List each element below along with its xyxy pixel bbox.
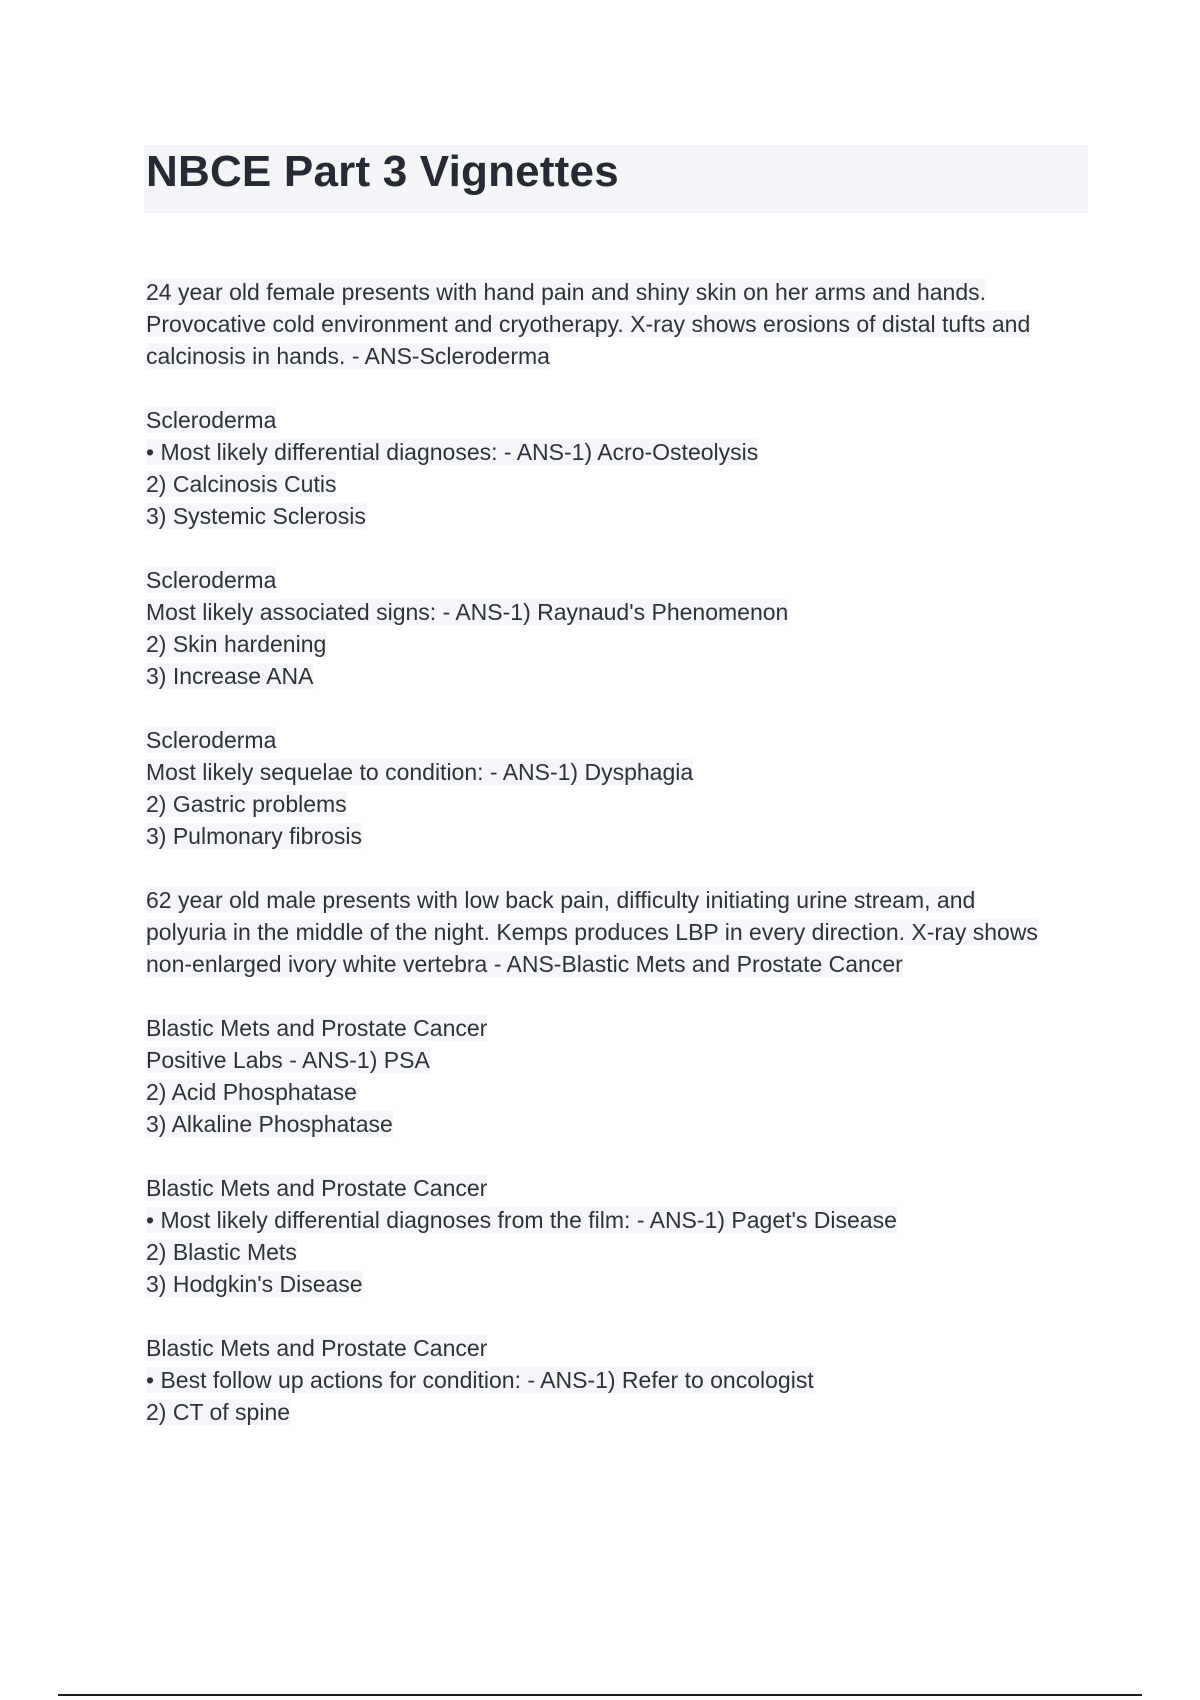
text-line: • Most likely differential diagnoses: - ANS-1) Acro-Osteolysis	[146, 439, 759, 465]
text-line: Blastic Mets and Prostate Cancer	[146, 1335, 488, 1361]
text-line: 3) Increase ANA	[146, 663, 314, 689]
text-line: non-enlarged ivory white vertebra - ANS-Blastic Mets and Prostate Cancer	[146, 951, 903, 977]
text-line: 2) CT of spine	[146, 1399, 291, 1425]
text-line: 3) Hodgkin's Disease	[146, 1271, 363, 1297]
text-line: • Best follow up actions for condition: - ANS-1) Refer to oncologist	[146, 1367, 814, 1393]
question-block	[146, 1172, 1096, 1300]
question-block	[146, 276, 1096, 372]
text-line: Most likely associated signs: - ANS-1) Raynaud's Phenomenon	[146, 599, 789, 625]
text-line: 2) Acid Phosphatase	[146, 1079, 357, 1105]
text-line: 2) Skin hardening	[146, 631, 327, 657]
question-block	[146, 564, 1096, 692]
text-line: 2) Calcinosis Cutis	[146, 471, 337, 497]
page-title: NBCE Part 3 Vignettes	[146, 147, 619, 196]
question-block	[146, 1012, 1096, 1140]
text-line: 24 year old female presents with hand pain and shiny skin on her arms and hands.	[146, 279, 987, 305]
question-block	[146, 1332, 1096, 1428]
text-line: Positive Labs - ANS-1) PSA	[146, 1047, 430, 1073]
text-line: 2) Blastic Mets	[146, 1239, 297, 1265]
question-block	[146, 404, 1096, 532]
text-line: 3) Pulmonary fibrosis	[146, 823, 363, 849]
text-line: calcinosis in hands. - ANS-Scleroderma	[146, 343, 550, 369]
text-line: Most likely sequelae to condition: - ANS-1) Dysphagia	[146, 759, 694, 785]
text-line: Scleroderma	[146, 727, 277, 753]
text-line: • Most likely differential diagnoses from the film: - ANS-1) Paget's Disease	[146, 1207, 897, 1233]
text-line: Blastic Mets and Prostate Cancer	[146, 1175, 488, 1201]
footer-divider	[58, 1694, 1142, 1696]
text-line: Provocative cold environment and cryotherapy. X-ray shows erosions of distal tufts and	[146, 311, 1031, 337]
question-block	[146, 724, 1096, 852]
text-line: polyuria in the middle of the night. Kemps produces LBP in every direction. X-ray shows	[146, 919, 1038, 945]
text-line: Scleroderma	[146, 407, 277, 433]
document-body	[146, 276, 1096, 1460]
text-line: 62 year old male presents with low back pain, difficulty initiating urine stream, and	[146, 887, 976, 913]
text-line: 3) Alkaline Phosphatase	[146, 1111, 393, 1137]
text-line: 3) Systemic Sclerosis	[146, 503, 366, 529]
text-line: Scleroderma	[146, 567, 277, 593]
text-line: Blastic Mets and Prostate Cancer	[146, 1015, 488, 1041]
question-block	[146, 884, 1096, 980]
text-line: 2) Gastric problems	[146, 791, 347, 817]
